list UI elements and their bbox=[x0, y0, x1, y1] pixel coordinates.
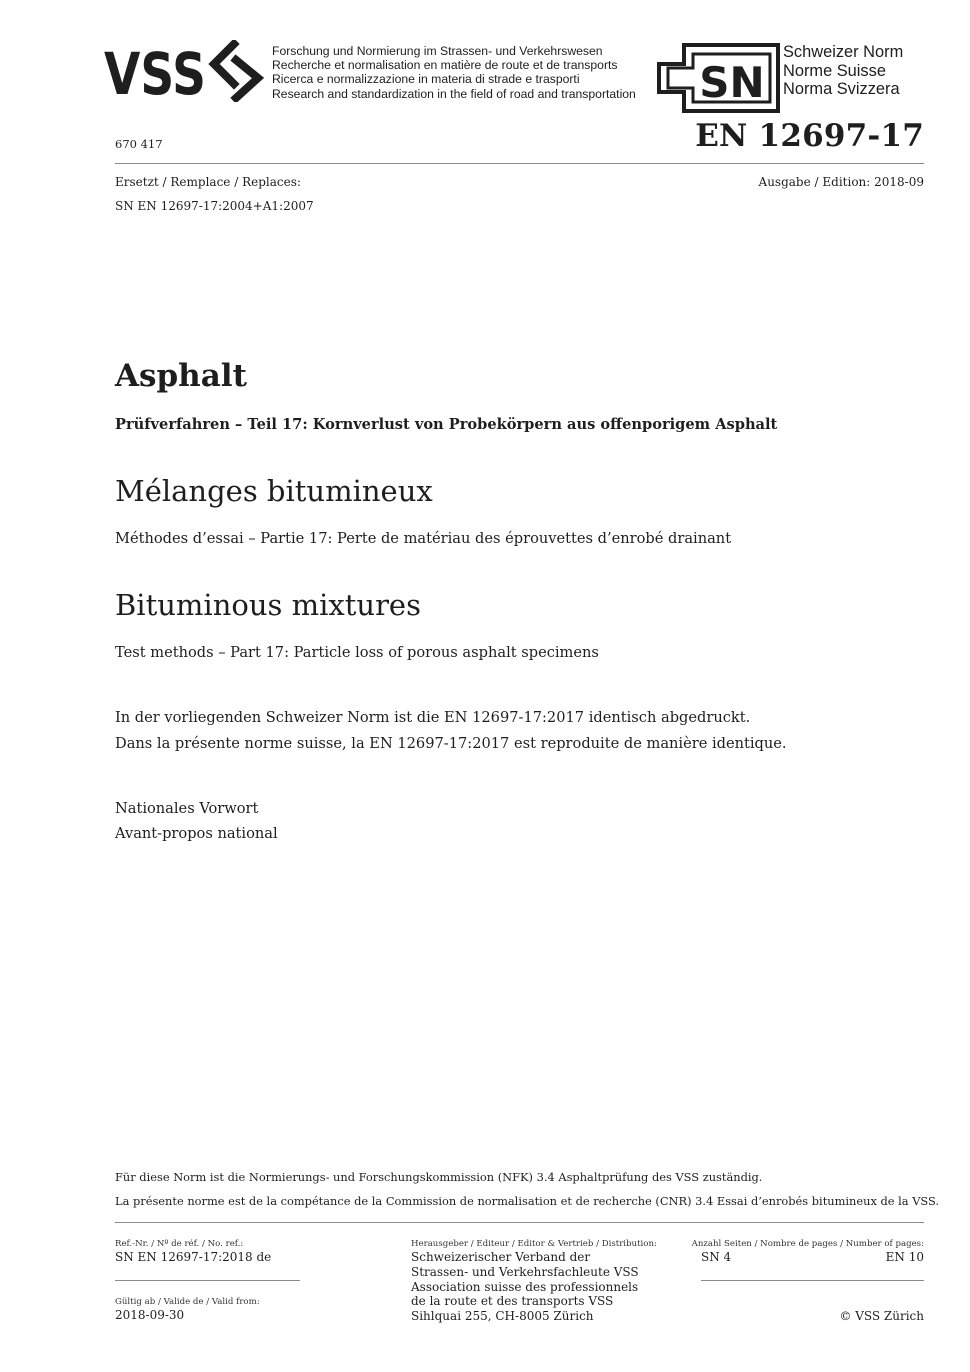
vss-tagline-line: Forschung und Normierung im Strassen- und Verkehrswesen bbox=[272, 44, 603, 58]
publisher-label: Herausgeber / Editeur / Editor & Vertrieb / Distribution: bbox=[411, 1239, 657, 1249]
foreword-heading-fr: Avant-propos national bbox=[115, 825, 278, 842]
standard-id: EN 12697-17 bbox=[695, 118, 924, 154]
subtitle-de: Prüfverfahren – Teil 17: Kornverlust von Probekörpern aus offenporigem Asphalt bbox=[115, 416, 778, 433]
sn-logo bbox=[656, 42, 780, 114]
vss-tagline-line: Recherche et normalisation en matière de route et de transports bbox=[272, 58, 618, 73]
vss-tagline-line: Ricerca e normalizzazione in materia di strade e trasporti bbox=[272, 72, 580, 87]
publisher-line: Sihlquai 255, CH-8005 Zürich bbox=[411, 1309, 594, 1324]
sn-line-fr: Norme Suisse bbox=[783, 61, 886, 80]
footer-divider bbox=[115, 1222, 924, 1223]
publisher-address bbox=[411, 1250, 639, 1324]
pages-en: EN 10 bbox=[885, 1250, 924, 1264]
title-en: Bituminous mixtures bbox=[115, 588, 421, 622]
reference-divider bbox=[115, 1280, 300, 1281]
pages-label: Anzahl Seiten / Nombre de pages / Number of pages: bbox=[691, 1239, 924, 1249]
subtitle-fr: Méthodes d’essai – Partie 17: Perte de matériau des éprouvettes d’enrobé drainant bbox=[115, 530, 732, 547]
title-fr: Mélanges bitumineux bbox=[115, 474, 433, 508]
title-de: Asphalt bbox=[115, 358, 247, 394]
sn-label bbox=[783, 43, 903, 99]
replaces-value: SN EN 12697-17:2004+A1:2007 bbox=[115, 199, 314, 213]
sn-logo-text: SN bbox=[699, 58, 765, 107]
valid-from-value: 2018-09-30 bbox=[115, 1308, 185, 1322]
valid-from-label: Gültig ab / Valide de / Valid from: bbox=[115, 1297, 260, 1307]
pages-sn: SN 4 bbox=[701, 1250, 732, 1264]
publisher-line: Schweizerischer Verband der bbox=[411, 1250, 591, 1264]
responsibility-fr: La présente norme est de la compétance de la Commission de normalisation et de recherche (CNR) 3.4 Essai d’enrobés bitumineux de la VSS. bbox=[115, 1194, 940, 1208]
reference-value: SN EN 12697-17:2018 de bbox=[115, 1250, 272, 1264]
vss-tagline bbox=[272, 44, 636, 101]
identical-note-fr: Dans la présente norme suisse, la EN 12697-17:2017 est reproduite de manière identique. bbox=[115, 735, 787, 752]
header-divider bbox=[115, 163, 924, 164]
document-number: 670 417 bbox=[115, 137, 163, 151]
replaces-label: Ersetzt / Remplace / Replaces: bbox=[115, 175, 301, 189]
pages-divider bbox=[701, 1280, 924, 1281]
publisher-line: Strassen- und Verkehrsfachleute VSS bbox=[411, 1264, 639, 1279]
publisher-line: Association suisse des professionnels bbox=[411, 1279, 639, 1294]
foreword-heading-de: Nationales Vorwort bbox=[115, 800, 259, 817]
identical-note-de: In der vorliegenden Schweizer Norm ist die EN 12697-17:2017 identisch abgedruckt. bbox=[115, 709, 751, 726]
responsibility-de: Für diese Norm ist die Normierungs- und Forschungskommission (NFK) 3.4 Asphaltprüfung des VSS zuständig. bbox=[115, 1170, 763, 1184]
vss-logo bbox=[104, 40, 266, 102]
publisher-line: de la route et des transports VSS bbox=[411, 1294, 614, 1309]
edition: Ausgabe / Edition: 2018-09 bbox=[758, 175, 924, 189]
sn-line-de: Schweizer Norm bbox=[783, 43, 904, 61]
vss-tagline-line: Research and standardization in the field of road and transportation bbox=[272, 86, 636, 101]
vss-logo-text: VSS bbox=[104, 40, 206, 102]
copyright: © VSS Zürich bbox=[839, 1309, 924, 1323]
sn-line-it: Norma Svizzera bbox=[783, 80, 900, 99]
subtitle-en: Test methods – Part 17: Particle loss of porous asphalt specimens bbox=[115, 644, 599, 661]
reference-label: Ref.-Nr. / Nº de réf. / No. ref.: bbox=[115, 1239, 244, 1249]
